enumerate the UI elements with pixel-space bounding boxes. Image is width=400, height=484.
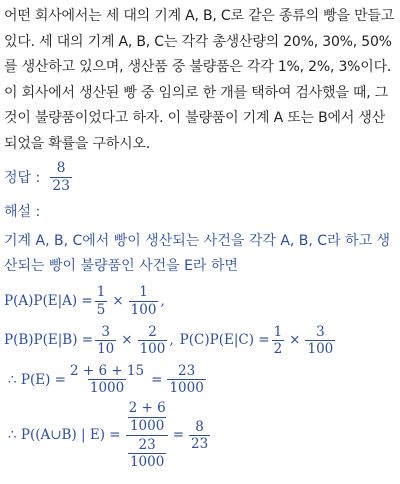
- equation-3-lhs: ∴ P(E) =: [8, 371, 66, 388]
- frac-den: 1000: [129, 417, 165, 434]
- frac-den: 1000: [89, 380, 125, 397]
- frac-den: 1000: [129, 453, 165, 470]
- frac-num: 23: [178, 363, 196, 380]
- equation-2-frac-4: [305, 325, 335, 356]
- frac-num: 2: [148, 323, 157, 340]
- equation-3-frac-2: [167, 364, 205, 395]
- equation-2-lhs-2: P(C)P(E|C) =: [179, 332, 270, 349]
- equation-2-frac-1: [95, 325, 116, 356]
- answer-label: 정답 :: [4, 170, 41, 187]
- equation-2-lhs: P(B)P(E|B) =: [4, 332, 94, 349]
- frac-num: 1: [139, 284, 148, 301]
- frac-den: 23: [191, 435, 209, 452]
- frac-num: 2 + 6 + 15: [69, 363, 145, 380]
- equation-4-lhs: ∴ P((A∪B) | E) =: [8, 427, 121, 444]
- frac-num: 8: [195, 418, 204, 435]
- solution-label: 해설 :: [4, 204, 41, 221]
- frac-den: 1000: [169, 380, 204, 397]
- frac-den: 5: [96, 301, 106, 318]
- answer-numerator: 8: [56, 160, 66, 176]
- equation-1: [4, 285, 396, 316]
- solution-intro: 기계 A, B, C에서 빵이 생산되는 사건을 각각 A, B, C라 하고 생산되는 빵이 불량품인 사건을 E라 하면: [4, 233, 391, 275]
- frac-den: 2: [273, 340, 283, 357]
- frac-den: 100: [139, 340, 166, 357]
- problem-text: 어떤 회사에서는 세 대의 기계 A, B, C로 같은 종류의 빵을 만들고 있다. 세 대의 기계 A, B, C는 각각 총생산량의 20%, 30%, 50%를 생산하고 있으며, 생산품 중 불량품은 각각 1%, 2%, 3%이다. 이 회사에서 생산된 빵 중 임의로 한 개를 택하여 검사했을 때, 그것이 불량품이었다고 하자. 이 불량품이 기계 A 또는 B에서 생산되었을 확률을 구하시오.: [4, 8, 395, 152]
- frac-den: 10: [97, 340, 115, 357]
- compound-numerator: [125, 401, 170, 434]
- equation-4: [4, 401, 396, 469]
- equation-3-frac-1: [68, 364, 146, 395]
- frac-num: 2 + 6: [128, 400, 166, 417]
- comma: ,: [160, 293, 165, 310]
- inner-fraction-top: [127, 401, 168, 432]
- frac-num: 3: [101, 323, 110, 340]
- answer-fraction: [50, 161, 72, 193]
- frac-num: 23: [138, 436, 156, 453]
- equation-4-compound-fraction: [125, 401, 170, 469]
- equals-sign: =: [151, 371, 163, 388]
- frac-num: 1: [96, 284, 106, 301]
- frac-den: 100: [307, 340, 334, 357]
- compound-denominator: [126, 435, 168, 469]
- equation-2: [4, 325, 396, 356]
- times-sign: ×: [121, 332, 133, 349]
- equation-4-result: [189, 420, 210, 451]
- frac-den: 100: [130, 301, 157, 318]
- frac-num: 1: [273, 323, 283, 340]
- times-sign: ×: [112, 293, 124, 310]
- comma: ,: [169, 332, 174, 349]
- equation-1-frac-1: [95, 285, 108, 316]
- equation-2-frac-2: [138, 325, 168, 356]
- frac-num: 3: [316, 323, 325, 340]
- times-sign: ×: [289, 332, 301, 349]
- answer-denominator: 23: [52, 177, 71, 194]
- equals-sign: =: [172, 427, 184, 444]
- equation-2-frac-3: [272, 325, 285, 356]
- equation-1-lhs: P(A)P(E|A) =: [4, 293, 93, 310]
- answer-row: [4, 161, 396, 193]
- equation-3: [4, 364, 396, 395]
- equation-1-frac-2: [129, 285, 159, 316]
- inner-fraction-bottom: [128, 438, 166, 469]
